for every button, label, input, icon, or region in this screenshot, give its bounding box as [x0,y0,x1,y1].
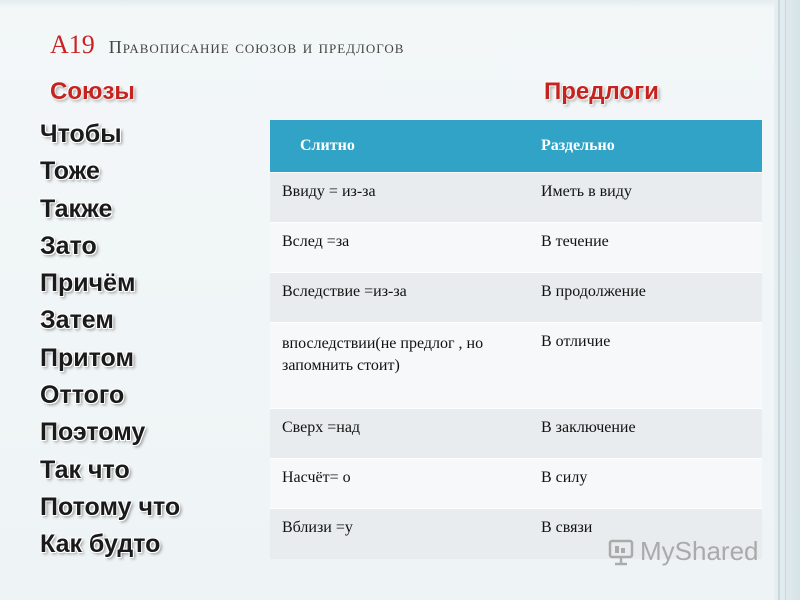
table-cell: впоследствии(не предлог , но запомнить стоит) [270,323,529,409]
table-cell: В заключение [529,409,762,459]
conjunction-item: Тоже [40,157,100,186]
slide-frame-top [0,0,800,8]
slide-frame-line-inner [785,0,786,600]
table-row [270,173,762,223]
table-cell: Вслед =за [270,223,529,273]
table-row [270,273,762,323]
conjunction-item: Как будто [40,530,161,559]
heading-conjunctions: Союзы [50,78,135,105]
conjunction-item: Чтобы [40,120,122,148]
conjunction-item: Причём [40,269,136,298]
table-cell: Иметь в виду [529,173,762,223]
watermark [606,536,759,567]
slide-title [50,30,404,70]
table-header-row [270,120,762,173]
table-cell: Насчёт= о [270,459,529,509]
table-cell: В силу [529,459,762,509]
table-cell: В отличие [529,323,762,409]
conjunction-list [40,116,180,564]
table-cell: В связи [529,509,762,559]
table-cell: В продолжение [529,273,762,323]
table-cell: Ввиду = из-за [270,173,529,223]
conjunction-item: Оттого [40,381,125,410]
presentation-board-icon [606,537,636,567]
conjunction-item: Так что [40,455,130,484]
conjunction-item: Поэтому [40,418,146,447]
conjunction-item: Притом [40,343,134,372]
table-cell: Вблизи =у [270,509,529,559]
conjunction-item: Затем [40,306,114,335]
table-row [270,223,762,273]
table-row [270,459,762,509]
conjunction-item: Потому что [40,492,181,521]
table-cell: Вследствие =из-за [270,273,529,323]
conjunction-item: Также [40,194,113,223]
prepositions-table [270,120,762,559]
page-title: Правописание союзов и предлогов [108,37,405,57]
task-code: А19 [50,30,95,59]
table-row [270,323,762,409]
column-header-together: Слитно [270,120,529,173]
column-header-separate: Раздельно [529,120,762,173]
slide-frame-line [778,0,780,600]
conjunction-item: Зато [40,231,97,260]
heading-prepositions: Предлоги [544,78,659,105]
table-row [270,409,762,459]
table-cell: В течение [529,223,762,273]
watermark-brand: MyShared [640,536,759,566]
table-cell: Сверх =над [270,409,529,459]
